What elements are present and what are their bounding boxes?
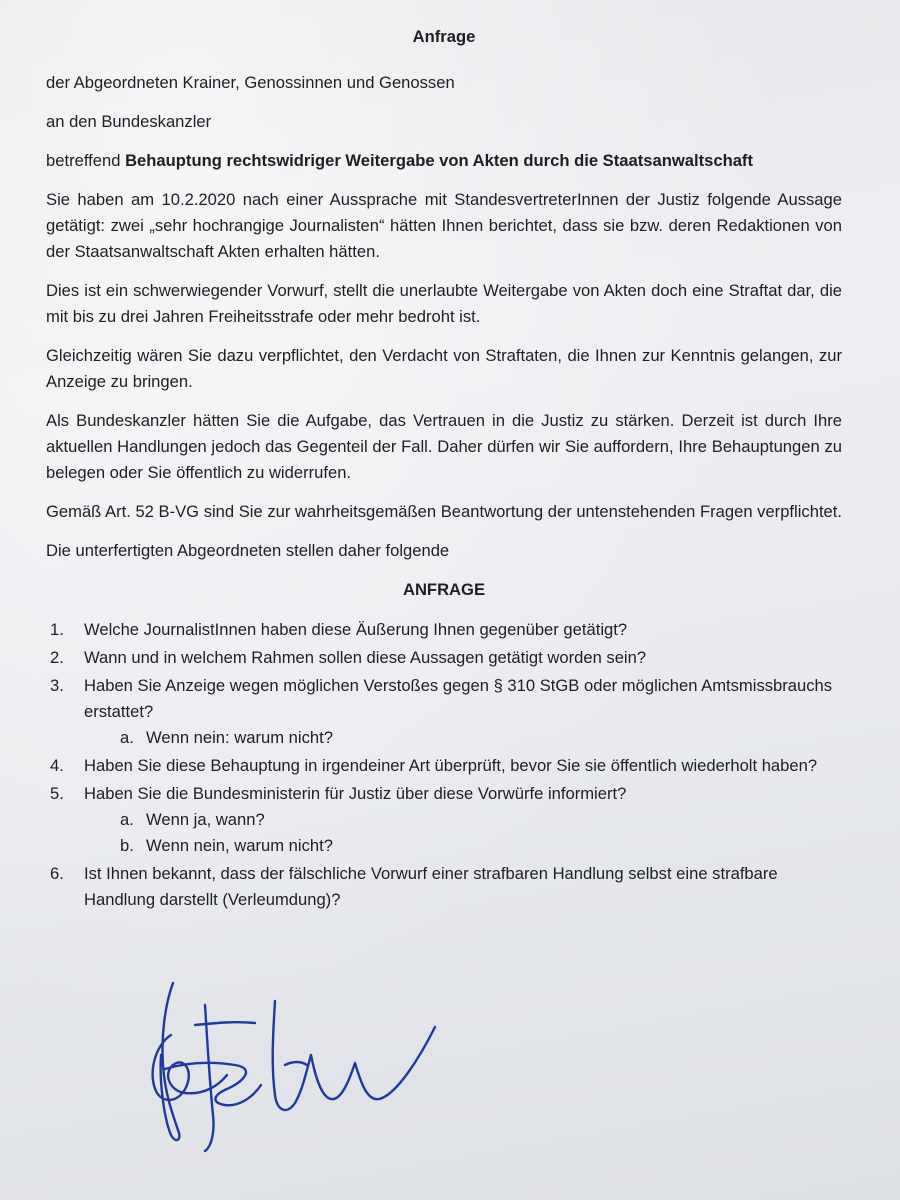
sub-question-text: Wenn nein: warum nicht? — [146, 728, 333, 747]
sub-question-text: Wenn nein, warum nicht? — [146, 836, 333, 855]
document-content — [46, 20, 842, 915]
sub-question-item — [84, 833, 842, 859]
question-text: Ist Ihnen bekannt, dass der fälschliche Vorwurf einer strafbaren Handlung selbst eine strafbare Handlung darstellt (Verleumdung)? — [84, 864, 778, 909]
question-item — [46, 781, 842, 859]
paragraph-1: Sie haben am 10.2.2020 nach einer Aussprache mit StandesvertreterInnen der Justiz folgende Aussage getätigt: zwei „sehr hochrangige Journalisten“ hätten Ihnen berichtet, dass sie bzw. deren Redaktionen von der Staatsanwaltschaft Akten erhalten hätten. — [46, 190, 842, 261]
sub-question-item — [84, 807, 842, 833]
subject-text: Behauptung rechtswidriger Weitergabe von Akten durch die Staatsanwaltschaft — [125, 151, 753, 170]
question-text: Welche JournalistInnen haben diese Äußerung Ihnen gegenüber getätigt? — [84, 620, 628, 639]
question-text: Wann und in welchem Rahmen sollen diese Aussagen getätigt worden sein? — [84, 648, 647, 667]
paragraph-5: Gemäß Art. 52 B-VG sind Sie zur wahrheitsgemäßen Beantwortung der untenstehenden Fragen verpflichtet. — [46, 502, 843, 521]
sub-question-item — [84, 725, 842, 751]
paragraph-2: Dies ist ein schwerwiegender Vorwurf, stellt die unerlaubte Weitergabe von Akten doch eine Straftat dar, die mit bis zu drei Jahren Freiheitsstrafe oder mehr bedroht ist. — [46, 281, 842, 326]
sub-question-letter: a. — [120, 810, 134, 829]
question-item — [46, 617, 842, 643]
question-text: Haben Sie die Bundesministerin für Justiz über diese Vorwürfe informiert? — [84, 784, 627, 803]
sub-question-text: Wenn ja, wann? — [146, 810, 265, 829]
signature-icon — [135, 965, 455, 1155]
anfrage-heading: ANFRAGE — [402, 580, 486, 599]
question-item — [46, 861, 842, 913]
question-number: 4. — [50, 756, 64, 775]
sub-question-list — [84, 725, 842, 751]
question-text: Haben Sie diese Behauptung in irgendeiner Art überprüft, bevor Sie sie öffentlich wiederholt haben? — [84, 756, 818, 775]
paragraph-4: Als Bundeskanzler hätten Sie die Aufgabe, das Vertrauen in die Justiz zu stärken. Derzeit ist durch Ihre aktuellen Handlungen jedoch das Gegenteil der Fall. Daher dürfen wir Sie auffordern, Ihre Behauptungen zu belegen oder Sie öffentlich zu widerrufen. — [46, 411, 842, 482]
paragraph-6: Die unterfertigten Abgeordneten stellen daher folgende — [46, 541, 450, 560]
question-list — [46, 617, 842, 913]
question-item — [46, 645, 842, 671]
document-title: Anfrage — [412, 27, 476, 46]
from-line: der Abgeordneten Krainer, Genossinnen und Genossen — [46, 73, 455, 92]
paragraph-3: Gleichzeitig wären Sie dazu verpflichtet, den Verdacht von Straftaten, die Ihnen zur Kenntnis gelangen, zur Anzeige zu bringen. — [46, 346, 842, 391]
question-number: 5. — [50, 784, 64, 803]
question-number: 6. — [50, 864, 64, 883]
question-number: 3. — [50, 676, 64, 695]
question-number: 1. — [50, 620, 64, 639]
sub-question-letter: b. — [120, 836, 134, 855]
question-number: 2. — [50, 648, 64, 667]
question-item — [46, 673, 842, 751]
subject-line — [46, 148, 842, 174]
to-line: an den Bundeskanzler — [46, 112, 212, 131]
question-item — [46, 753, 842, 779]
sub-question-letter: a. — [120, 728, 134, 747]
subject-prefix: betreffend — [46, 151, 121, 170]
sub-question-list — [84, 807, 842, 859]
question-text: Haben Sie Anzeige wegen möglichen Verstoßes gegen § 310 StGB oder möglichen Amtsmissbrauchs erstattet? — [84, 676, 833, 721]
